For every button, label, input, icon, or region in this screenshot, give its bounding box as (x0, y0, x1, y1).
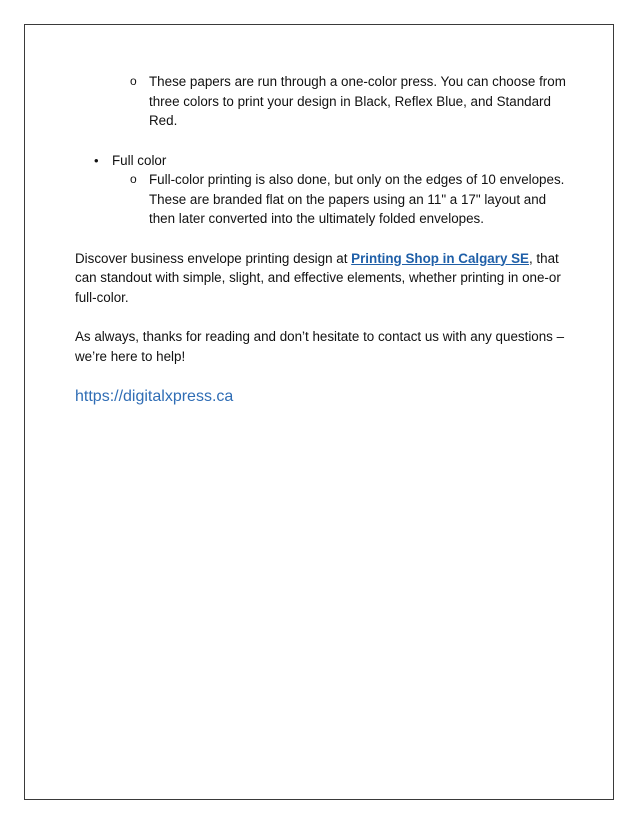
paragraph-thanks: As always, thanks for reading and don’t hesitate to contact us with any questions – we’re here to help! (75, 329, 565, 364)
paragraph-text: Discover business envelope printing design at (75, 250, 352, 266)
paragraph-discover (75, 249, 575, 308)
list-sub-item (75, 72, 575, 131)
document-body (75, 72, 575, 408)
sub-item-text: These papers are run through a one-color press. You can choose from three colors to print your design in Black, Reflex Blue, and Standard Red. (149, 74, 566, 128)
hollow-circle-bullet-icon: o (130, 74, 137, 88)
sub-item-text: Full-color printing is also done, but only on the edges of 10 envelopes. These are branded flat on the papers using an 11" a 17" layout and then later converted into the ultimately folded envelopes. (149, 172, 565, 226)
paragraph-text: , that can standout with simple, slight, and effective elements, whether printing in one-or full-color. (75, 250, 561, 305)
printing-shop-link[interactable]: Printing Shop in Calgary SE (351, 250, 529, 266)
website-link[interactable]: https://digitalxpress.ca (75, 388, 234, 405)
list-item (75, 151, 575, 171)
list-item-text: Full color (112, 152, 167, 168)
hollow-circle-bullet-icon: o (130, 172, 137, 186)
filled-circle-bullet-icon: • (94, 152, 99, 168)
list-sub-item (75, 170, 575, 229)
